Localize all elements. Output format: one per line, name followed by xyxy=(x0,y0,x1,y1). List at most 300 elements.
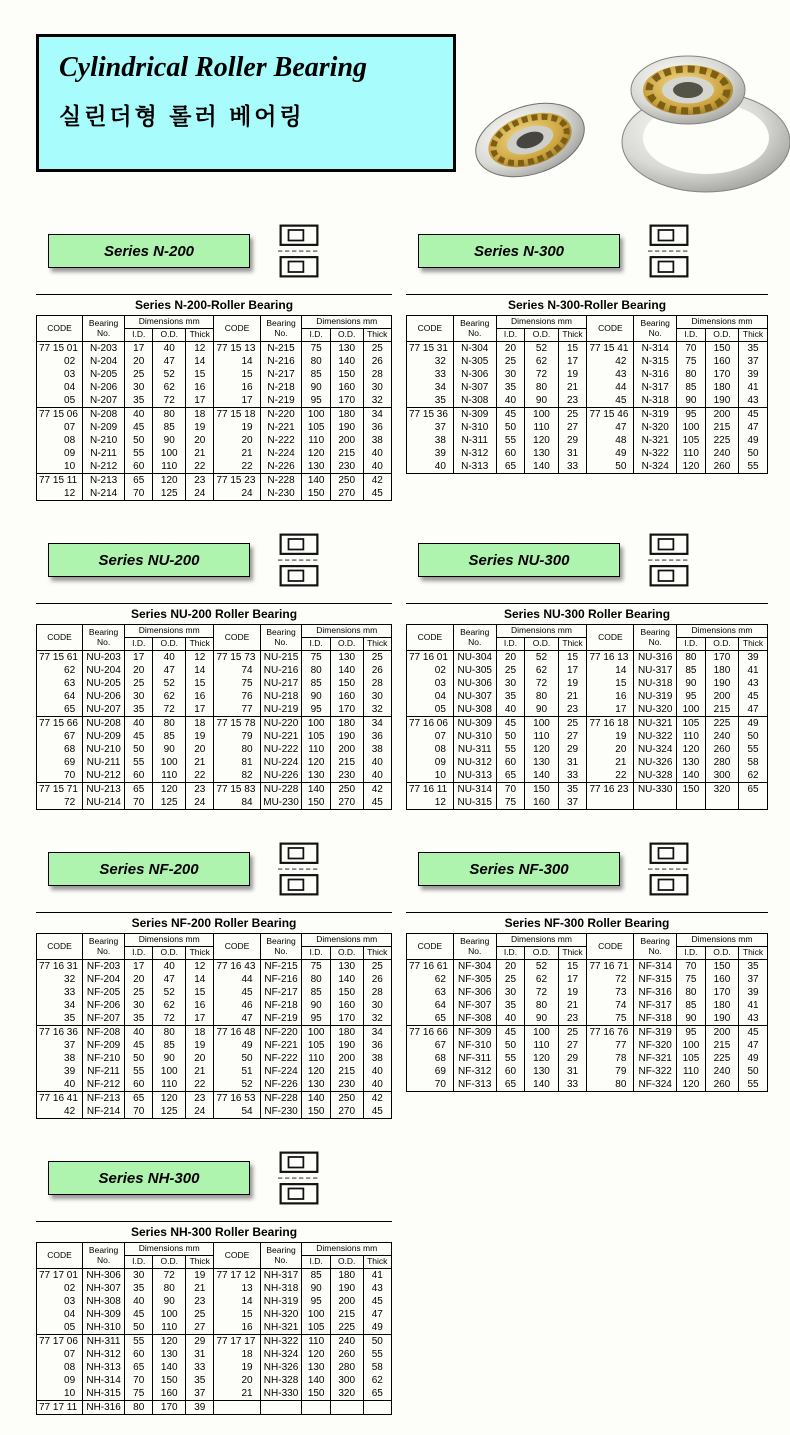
id-cell: 90 xyxy=(302,690,330,703)
od-cell: 250 xyxy=(330,474,363,488)
thick-cell: 40 xyxy=(363,447,391,460)
thick-cell: 40 xyxy=(363,1078,391,1092)
thick-cell xyxy=(363,1401,391,1415)
id-cell: 70 xyxy=(125,1374,153,1387)
od-cell: 52 xyxy=(525,651,558,665)
od-cell: 160 xyxy=(153,1387,186,1401)
id-cell: 45 xyxy=(125,1308,153,1321)
id-cell: 140 xyxy=(302,1374,330,1387)
thick-cell: 50 xyxy=(739,1065,768,1078)
thick-cell: 33 xyxy=(558,769,587,783)
thick-cell: 39 xyxy=(186,1401,214,1415)
bearing-cross-section-icon xyxy=(644,841,694,897)
id-cell: 20 xyxy=(125,355,153,368)
table-title: Series NF-200 Roller Bearing xyxy=(131,916,297,930)
series-label xyxy=(418,234,620,268)
thick-cell: 19 xyxy=(186,730,214,743)
col-header-od: O.D. xyxy=(705,329,738,342)
code-cell: 77 15 13 xyxy=(214,342,260,356)
code-cell: 63 xyxy=(407,986,454,999)
id-cell: 95 xyxy=(302,394,330,408)
thick-cell: 34 xyxy=(363,717,391,731)
od-cell: 180 xyxy=(330,717,363,731)
id-cell: 70 xyxy=(496,783,525,797)
bearing-no-cell: NF-312 xyxy=(453,1065,496,1078)
code-cell: 16 xyxy=(214,1321,260,1335)
id-cell: 45 xyxy=(496,1026,525,1040)
bearing-no-cell: NU-326 xyxy=(634,756,677,769)
id-cell: 110 xyxy=(302,1052,330,1065)
id-cell: 20 xyxy=(125,664,153,677)
bearing-no-cell: N-320 xyxy=(634,421,677,434)
col-header-id: I.D. xyxy=(302,947,330,960)
od-cell: 150 xyxy=(525,783,558,797)
od-cell: 215 xyxy=(330,1308,363,1321)
col-header-code: CODE xyxy=(37,934,83,960)
section-series-nf-300 xyxy=(406,840,768,1119)
id-cell: 100 xyxy=(302,1308,330,1321)
od-cell: 110 xyxy=(153,1321,186,1335)
code-cell: 07 xyxy=(37,421,83,434)
id-cell: 95 xyxy=(676,690,705,703)
thick-cell: 36 xyxy=(363,1039,391,1052)
bearing-no-cell: NF-215 xyxy=(260,960,302,974)
col-header-bearing-no: Bearing No. xyxy=(453,316,496,342)
thick-cell: 40 xyxy=(363,1065,391,1078)
thick-cell: 45 xyxy=(363,1295,391,1308)
code-cell: 19 xyxy=(214,421,260,434)
bearing-no-cell: NU-204 xyxy=(83,664,125,677)
col-header-od: O.D. xyxy=(153,947,186,960)
id-cell: 30 xyxy=(125,690,153,703)
bearing-no-cell: N-224 xyxy=(260,447,302,460)
thick-cell: 43 xyxy=(739,677,768,690)
bearing-no-cell: NF-311 xyxy=(453,1052,496,1065)
code-cell: 46 xyxy=(214,999,260,1012)
code-cell: 17 xyxy=(587,703,634,717)
id-cell: 30 xyxy=(125,381,153,394)
id-cell: 120 xyxy=(302,1065,330,1078)
page-title: Cylindrical Roller Bearing xyxy=(59,52,368,83)
thick-cell: 24 xyxy=(186,1105,214,1119)
od-cell: 47 xyxy=(153,973,186,986)
bearing-no-cell: NF-219 xyxy=(260,1012,302,1026)
bearing-no-cell: N-211 xyxy=(83,447,125,460)
od-cell: 72 xyxy=(153,394,186,408)
id-cell: 105 xyxy=(302,730,330,743)
code-cell: 70 xyxy=(37,769,83,783)
id-cell: 80 xyxy=(125,1401,153,1415)
col-header-bearing-no: Bearing No. xyxy=(453,625,496,651)
thick-cell: 33 xyxy=(558,1078,587,1092)
od-cell: 180 xyxy=(705,999,738,1012)
code-cell: 12 xyxy=(407,796,454,810)
od-cell: 72 xyxy=(153,1012,186,1026)
od-cell: 100 xyxy=(525,408,558,422)
bearing-no-cell: NF-308 xyxy=(453,1012,496,1026)
roller-bearing-table xyxy=(36,933,392,1119)
od-cell: 140 xyxy=(330,355,363,368)
roller-bearing-table xyxy=(406,624,768,810)
series-header xyxy=(48,222,392,280)
bearing-no-cell: NH-317 xyxy=(260,1269,302,1283)
od-cell: 200 xyxy=(705,1026,738,1040)
od-cell: 120 xyxy=(153,783,186,797)
id-cell: 35 xyxy=(125,1012,153,1026)
thick-cell: 29 xyxy=(558,434,587,447)
bearing-no-cell: N-220 xyxy=(260,408,302,422)
bearing-no-cell: NH-310 xyxy=(83,1321,125,1335)
bearing-no-cell: NU-304 xyxy=(453,651,496,665)
bearing-no-cell: N-314 xyxy=(634,342,677,356)
bearing-no-cell: NF-220 xyxy=(260,1026,302,1040)
thick-cell: 25 xyxy=(363,960,391,974)
series-header xyxy=(48,840,392,898)
thick-cell: 32 xyxy=(363,394,391,408)
od-cell: 230 xyxy=(330,769,363,783)
bearing-no-cell: N-221 xyxy=(260,421,302,434)
code-cell: 77 15 41 xyxy=(587,342,634,356)
thick-cell: 21 xyxy=(558,690,587,703)
id-cell: 110 xyxy=(302,1335,330,1349)
od-cell: 270 xyxy=(330,487,363,501)
table-wrap xyxy=(36,1221,392,1415)
id-cell: 100 xyxy=(302,1026,330,1040)
code-cell: 04 xyxy=(37,1308,83,1321)
section-series-nf-200 xyxy=(36,840,392,1119)
id-cell: 20 xyxy=(496,960,525,974)
id-cell: 150 xyxy=(302,487,330,501)
od-cell: 110 xyxy=(153,460,186,474)
thick-cell: 42 xyxy=(363,1092,391,1106)
od-cell: 170 xyxy=(705,986,738,999)
roller-bearing-table xyxy=(406,315,768,474)
id-cell: 17 xyxy=(125,342,153,356)
od-cell: 140 xyxy=(525,769,558,783)
thick-cell: 29 xyxy=(186,1335,214,1349)
col-header-id: I.D. xyxy=(302,638,330,651)
thick-cell: 50 xyxy=(363,1335,391,1349)
id-cell: 50 xyxy=(125,1321,153,1335)
series-label xyxy=(48,543,250,577)
code-cell: 64 xyxy=(37,690,83,703)
code-cell: 33 xyxy=(407,368,454,381)
bearing-no-cell: NH-324 xyxy=(260,1348,302,1361)
id-cell: 30 xyxy=(125,1269,153,1283)
thick-cell: 26 xyxy=(363,355,391,368)
thick-cell: 39 xyxy=(739,651,768,665)
bearing-no-cell: NU-313 xyxy=(453,769,496,783)
od-cell: 100 xyxy=(525,717,558,731)
id-cell: 55 xyxy=(496,434,525,447)
id-cell: 20 xyxy=(496,342,525,356)
code-cell: 19 xyxy=(587,730,634,743)
bearing-no-cell: NH-313 xyxy=(83,1361,125,1374)
id-cell: 90 xyxy=(676,1012,705,1026)
id-cell: 110 xyxy=(302,434,330,447)
id-cell: 30 xyxy=(496,368,525,381)
bearing-no-cell: NF-218 xyxy=(260,999,302,1012)
code-cell: 77 17 01 xyxy=(37,1269,83,1283)
id-cell: 105 xyxy=(676,1052,705,1065)
od-cell: 170 xyxy=(330,394,363,408)
od-cell: 150 xyxy=(330,986,363,999)
thick-cell: 43 xyxy=(739,1012,768,1026)
col-header-bearing-no: Bearing No. xyxy=(634,934,677,960)
bearing-no-cell: NF-313 xyxy=(453,1078,496,1092)
od-cell: 225 xyxy=(705,1052,738,1065)
od-cell: 280 xyxy=(330,1361,363,1374)
code-cell: 67 xyxy=(407,1039,454,1052)
od-cell: 190 xyxy=(705,1012,738,1026)
od-cell: 80 xyxy=(153,1026,186,1040)
code-cell: 33 xyxy=(37,986,83,999)
bearing-cross-section-icon xyxy=(644,532,694,588)
code-cell: 37 xyxy=(407,421,454,434)
thick-cell: 14 xyxy=(186,664,214,677)
id-cell: 140 xyxy=(302,474,330,488)
id-cell: 40 xyxy=(125,1026,153,1040)
id-cell: 25 xyxy=(125,677,153,690)
od-cell: 100 xyxy=(153,756,186,769)
od-cell: 85 xyxy=(153,421,186,434)
od-cell: 260 xyxy=(330,1348,363,1361)
id-cell: 70 xyxy=(125,796,153,810)
col-header-code: CODE xyxy=(37,316,83,342)
code-cell: 02 xyxy=(37,355,83,368)
col-header-od: O.D. xyxy=(525,638,558,651)
thick-cell: 17 xyxy=(186,703,214,717)
bearing-no-cell: NU-305 xyxy=(453,664,496,677)
bearing-no-cell: MU-230 xyxy=(260,796,302,810)
id-cell: 80 xyxy=(302,973,330,986)
id-cell: 120 xyxy=(676,743,705,756)
id-cell: 20 xyxy=(496,651,525,665)
bearing-no-cell: NU-308 xyxy=(453,703,496,717)
series-header xyxy=(418,840,768,898)
od-cell: 215 xyxy=(330,447,363,460)
thick-cell: 37 xyxy=(739,973,768,986)
bearing-no-cell: N-217 xyxy=(260,368,302,381)
thick-cell: 28 xyxy=(363,368,391,381)
id-cell: 55 xyxy=(125,1065,153,1078)
bearing-no-cell: NF-321 xyxy=(634,1052,677,1065)
code-cell: 76 xyxy=(214,690,260,703)
od-cell: 62 xyxy=(153,690,186,703)
od-cell: 125 xyxy=(153,1105,186,1119)
id-cell: 70 xyxy=(125,487,153,501)
code-cell: 37 xyxy=(37,1039,83,1052)
od-cell: 260 xyxy=(705,460,738,474)
bearing-no-cell: NF-316 xyxy=(634,986,677,999)
col-header-od: O.D. xyxy=(153,1256,186,1269)
od-cell: 130 xyxy=(153,1348,186,1361)
bearing-no-cell: NU-226 xyxy=(260,769,302,783)
bearing-no-cell: NF-322 xyxy=(634,1065,677,1078)
code-cell: 14 xyxy=(214,1295,260,1308)
id-cell: 45 xyxy=(125,730,153,743)
id-cell: 100 xyxy=(676,421,705,434)
od-cell: 130 xyxy=(330,960,363,974)
code-cell: 08 xyxy=(37,1361,83,1374)
code-cell: 20 xyxy=(587,743,634,756)
od-cell: 80 xyxy=(525,381,558,394)
thick-cell: 47 xyxy=(739,421,768,434)
bearing-no-cell: N-205 xyxy=(83,368,125,381)
bearing-no-cell: N-305 xyxy=(453,355,496,368)
code-cell: 32 xyxy=(37,973,83,986)
bearing-no-cell: NH-307 xyxy=(83,1282,125,1295)
bearing-no-cell: NF-214 xyxy=(83,1105,125,1119)
od-cell: 125 xyxy=(153,487,186,501)
bearing-no-cell: N-310 xyxy=(453,421,496,434)
code-cell: 77 16 31 xyxy=(37,960,83,974)
bearing-no-cell: NU-208 xyxy=(83,717,125,731)
bearing-no-cell: NF-210 xyxy=(83,1052,125,1065)
bearing-no-cell: NF-211 xyxy=(83,1065,125,1078)
thick-cell: 23 xyxy=(186,783,214,797)
od-cell: 100 xyxy=(153,1065,186,1078)
code-cell: 70 xyxy=(407,1078,454,1092)
id-cell: 85 xyxy=(302,1269,330,1283)
od-cell: 130 xyxy=(525,447,558,460)
code-cell: 09 xyxy=(37,1374,83,1387)
cylindrical-roller-bearing-photo xyxy=(631,56,745,124)
col-header-thick: Thick xyxy=(558,329,587,342)
thick-cell: 21 xyxy=(186,447,214,460)
bearing-no-cell: NF-324 xyxy=(634,1078,677,1092)
code-cell: 15 xyxy=(587,677,634,690)
od-cell: 190 xyxy=(330,421,363,434)
code-cell: 74 xyxy=(587,999,634,1012)
thick-cell: 34 xyxy=(363,1026,391,1040)
thick-cell: 26 xyxy=(363,973,391,986)
col-header-dimensions: Dimensions mm xyxy=(496,625,587,638)
thick-cell: 38 xyxy=(363,743,391,756)
id-cell xyxy=(302,1401,330,1415)
bearing-no-cell: N-216 xyxy=(260,355,302,368)
thick-cell: 31 xyxy=(558,756,587,769)
col-header-thick: Thick xyxy=(739,947,768,960)
thick-cell: 35 xyxy=(186,1374,214,1387)
bearing-no-cell: NF-230 xyxy=(260,1105,302,1119)
bearing-no-cell: NF-320 xyxy=(634,1039,677,1052)
od-cell: 80 xyxy=(153,1282,186,1295)
thick-cell: 55 xyxy=(739,460,768,474)
thick-cell: 47 xyxy=(739,703,768,717)
thick-cell: 45 xyxy=(739,1026,768,1040)
id-cell: 85 xyxy=(302,368,330,381)
thick-cell: 25 xyxy=(558,717,587,731)
code-cell: 65 xyxy=(407,1012,454,1026)
code-cell: 77 17 11 xyxy=(37,1401,83,1415)
code-cell: 79 xyxy=(587,1065,634,1078)
code-cell: 42 xyxy=(587,355,634,368)
code-cell: 74 xyxy=(214,664,260,677)
od-cell: 215 xyxy=(330,1065,363,1078)
code-cell: 78 xyxy=(587,1052,634,1065)
bearing-no-cell: NU-312 xyxy=(453,756,496,769)
od-cell: 52 xyxy=(153,368,186,381)
code-cell: 64 xyxy=(407,999,454,1012)
thick-cell: 50 xyxy=(739,447,768,460)
thick-cell: 24 xyxy=(186,487,214,501)
od-cell: 200 xyxy=(705,408,738,422)
table-wrap xyxy=(406,603,768,810)
series-label-text: Series NH-300 xyxy=(98,1169,200,1187)
col-header-thick: Thick xyxy=(558,638,587,651)
od-cell: 230 xyxy=(330,460,363,474)
bearing-no-cell: NF-309 xyxy=(453,1026,496,1040)
thick-cell: 12 xyxy=(186,960,214,974)
id-cell: 85 xyxy=(302,986,330,999)
series-label xyxy=(418,852,620,886)
id-cell: 40 xyxy=(125,408,153,422)
thick-cell: 49 xyxy=(739,434,768,447)
id-cell: 40 xyxy=(125,717,153,731)
thick-cell: 49 xyxy=(739,1052,768,1065)
col-header-thick: Thick xyxy=(739,638,768,651)
od-cell: 52 xyxy=(153,986,186,999)
od-cell: 320 xyxy=(330,1387,363,1401)
thick-cell: 22 xyxy=(186,769,214,783)
bearing-no-cell: NF-314 xyxy=(634,960,677,974)
od-cell: 200 xyxy=(330,1052,363,1065)
id-cell: 40 xyxy=(496,394,525,408)
thick-cell: 27 xyxy=(558,1039,587,1052)
thick-cell: 23 xyxy=(558,394,587,408)
bearing-no-cell: NU-307 xyxy=(453,690,496,703)
code-cell: 77 16 61 xyxy=(407,960,454,974)
col-header-thick: Thick xyxy=(363,1256,391,1269)
code-cell: 32 xyxy=(407,355,454,368)
bearing-no-cell: N-219 xyxy=(260,394,302,408)
od-cell: 80 xyxy=(525,999,558,1012)
code-cell: 42 xyxy=(37,1105,83,1119)
od-cell: 47 xyxy=(153,664,186,677)
code-cell: 79 xyxy=(214,730,260,743)
code-cell: 77 16 23 xyxy=(587,783,634,797)
thick-cell: 41 xyxy=(363,1269,391,1283)
od-cell: 200 xyxy=(330,743,363,756)
id-cell: 120 xyxy=(302,447,330,460)
thick-cell: 35 xyxy=(739,342,768,356)
id-cell: 90 xyxy=(302,999,330,1012)
code-cell: 77 15 73 xyxy=(214,651,260,665)
thick-cell: 32 xyxy=(363,1012,391,1026)
code-cell: 82 xyxy=(214,769,260,783)
col-header-od: O.D. xyxy=(705,947,738,960)
thick-cell: 39 xyxy=(739,368,768,381)
id-cell: 35 xyxy=(496,690,525,703)
thick-cell: 23 xyxy=(558,1012,587,1026)
od-cell: 120 xyxy=(525,743,558,756)
bearing-no-cell: NU-320 xyxy=(634,703,677,717)
od-cell: 52 xyxy=(153,677,186,690)
col-header-dimensions: Dimensions mm xyxy=(676,316,767,329)
id-cell: 85 xyxy=(676,381,705,394)
code-cell: 49 xyxy=(214,1039,260,1052)
od-cell: 100 xyxy=(525,1026,558,1040)
table-title: Series NU-200 Roller Bearing xyxy=(130,607,298,621)
code-cell: 05 xyxy=(37,1321,83,1335)
col-header-thick: Thick xyxy=(186,638,214,651)
bearing-no-cell: N-318 xyxy=(634,394,677,408)
series-header xyxy=(48,1149,392,1207)
id-cell: 130 xyxy=(676,756,705,769)
bearing-no-cell: NF-305 xyxy=(453,973,496,986)
code-cell: 77 16 13 xyxy=(587,651,634,665)
